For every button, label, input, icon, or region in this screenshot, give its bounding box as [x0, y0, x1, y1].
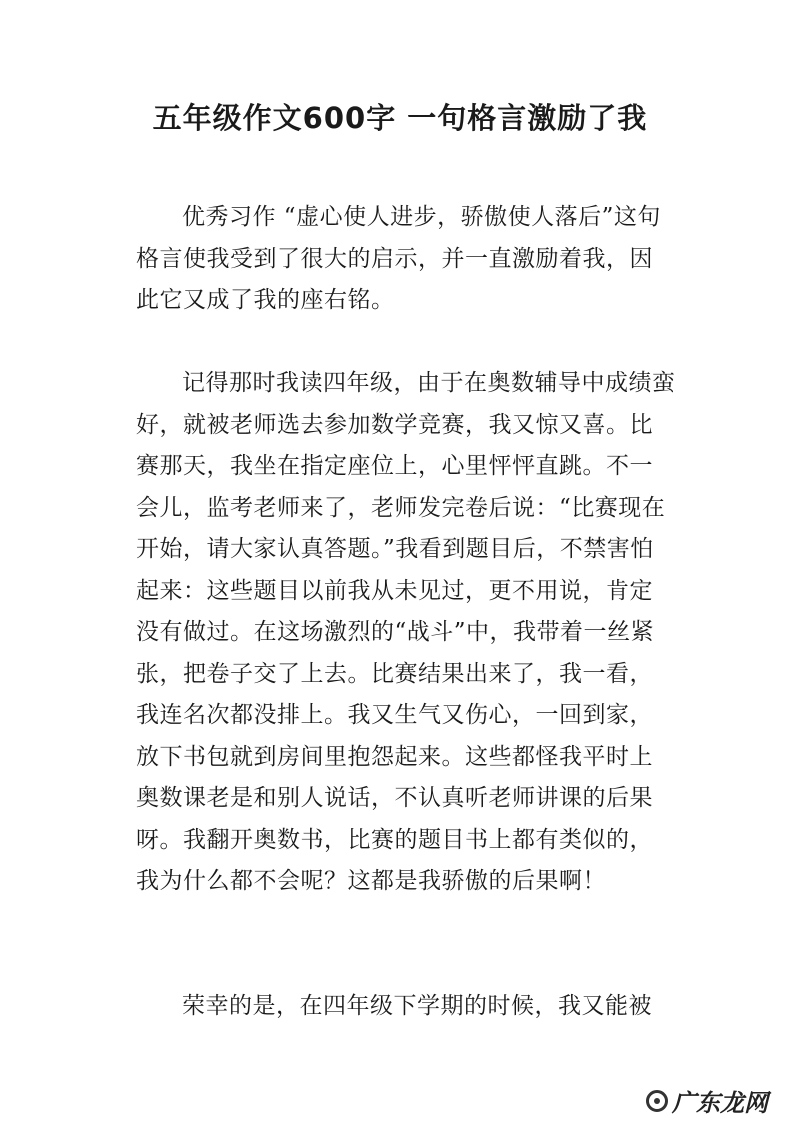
logo-circle-icon — [646, 1090, 668, 1112]
watermark — [646, 1083, 768, 1118]
paragraph-1: 优秀习作 “虚心使人进步，骄傲使人落后”这句格言使我受到了很大的启示，并一直激励着我，因此它又成了我的座右铭。 — [136, 204, 661, 313]
watermark-text: 广东龙网 — [672, 1089, 768, 1117]
paragraph-3: 荣幸的是，在四年级下学期的时候，我又能被 — [182, 992, 652, 1019]
document-body — [136, 197, 676, 1027]
document-title: 五年级作文600字 一句格言激励了我 — [152, 101, 648, 135]
paragraph-2: 记得那时我读四年级，由于在奥数辅导中成绩蛮好，就被老师选去参加数学竞赛，我又惊又喜。比赛那天，我坐在指定座位上，心里怦怦直跳。不一会儿，监考老师来了，老师发完卷后说：“比赛现在开始，请大家认真答题。”我看到题目后，不禁害怕起来：这些题目以前我从未见过，更不用说，肯定没有做过。在这场激烈的“战斗”中，我带着一丝紧张，把卷子交了上去。比赛结果出来了，我一看，我连名次都没排上。我又生气又伤心，一回到家，放下书包就到房间里抱怨起来。这些都怪我平时上奥数课老是和别人说话，不认真听老师讲课的后果呀。我翻开奥数书，比赛的题目书上都有类似的，我为什么都不会呢？这都是我骄傲的后果啊！ — [136, 370, 676, 894]
